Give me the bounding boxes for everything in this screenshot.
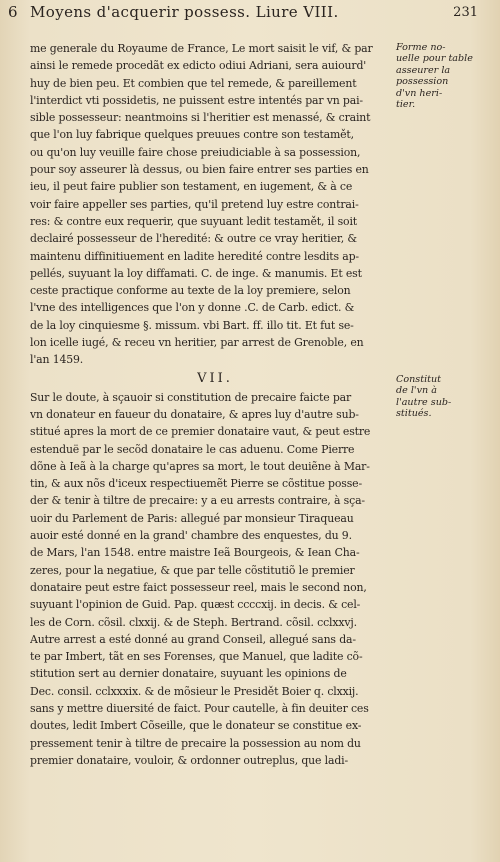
text-line: les de Corn. cõsil. clxxij. & de Steph. Bertrand. cõsil. cclxxvj. — [30, 615, 357, 629]
page-header — [8, 3, 492, 25]
text-line: Sur le doute, à sçauoir si constitution de precaire faicte par — [30, 390, 352, 404]
margin-note-line: Forme no- — [396, 42, 446, 53]
text-line: vn donateur en faueur du donataire, & apres luy d'autre sub- — [30, 407, 359, 421]
text-line: ceste practique conforme au texte de la loy premiere, selon — [30, 284, 351, 298]
margin-note-line: asseurer la — [396, 64, 451, 76]
text-line: tin, & aux nõs d'iceux respectiuemẽt Pierre se cõstitue posse- — [30, 477, 362, 491]
text-line: stitué apres la mort de ce premier donataire vaut, & peut estre — [30, 425, 371, 439]
margin-note-line: possession — [396, 76, 449, 88]
text-line: donataire peut estre faict possesseur reel, mais le second non, — [30, 580, 367, 594]
text-line: de la loy cinquiesme §. missum. vbi Bart. ff. illo tit. Et fut se- — [30, 318, 354, 332]
text-line: res: & contre eux requerir, que suyuant ledit testamět, il soit — [30, 214, 358, 228]
margin-note — [396, 42, 500, 110]
section-heading: VII. — [197, 370, 233, 386]
margin-note — [396, 374, 500, 420]
text-line: stitution sert au dernier donataire, suyuant les opinions de — [30, 667, 347, 681]
text-line: maintenu diffinitiuement en ladite heredité contre lesdits ap- — [30, 249, 359, 263]
margin-note-line: de l'vn à — [396, 385, 437, 397]
text-line: zeres, pour la negatiue, & que par telle cõstitutiõ le premier — [30, 563, 355, 577]
main-text — [30, 40, 400, 769]
text-line: sible possesseur: neantmoins si l'heritier est menassé, & craint — [30, 111, 371, 125]
text-line: voir faire appeller ses parties, qu'il pretend luy estre contrai- — [30, 197, 359, 211]
text-line: pour soy asseurer là dessus, ou bien faire entrer ses parties en — [30, 163, 369, 177]
text-line: huy de bien peu. Et combien que tel remede, & pareillement — [30, 76, 357, 90]
text-line: pellés, suyuant la loy diffamati. C. de inge. & manumis. Et est — [30, 266, 362, 280]
text-line: declairé possesseur de l'heredité: & outre ce vray heritier, & — [30, 232, 357, 246]
text-line: l'vne des intelligences que l'on y donne .C. de Carb. edict. & — [30, 301, 355, 315]
text-line: lon icelle iugé, & receu vn heritier, par arrest de Grenoble, en — [30, 336, 364, 350]
text-line: uoir du Parlement de Paris: allegué par monsieur Tiraqueau — [30, 511, 354, 525]
text-line: l'an 1459. — [30, 353, 84, 367]
margin-note-line: d'vn heri- — [396, 87, 443, 99]
text-line: pressement tenir à tiltre de precaire la possession au nom du — [30, 736, 361, 750]
text-line: de Mars, l'an 1548. entre maistre Ieã Bourgeois, & Iean Cha- — [30, 546, 360, 560]
text-line: que l'on luy fabrique quelques preuues contre son testamět, — [30, 128, 354, 142]
text-line: suyuant l'opinion de Guid. Pap. quæst ccccxij. in decis. & cel- — [30, 598, 361, 612]
text-line: auoir esté donné en la grand' chambre des enquestes, du 9. — [30, 529, 352, 543]
text-line: Dec. consil. cclxxxix. & de mõsieur le Presidět Boier q. clxxij. — [30, 684, 359, 698]
text-line: te par Imbert, tãt en ses Forenses, que Manuel, que ladite cõ- — [30, 650, 363, 664]
page-number: 231 — [453, 5, 478, 20]
running-head: Moyens d'acquerir possess. Liure VIII. — [30, 3, 339, 21]
text-line: estenduë par le secõd donataire le cas aduenu. Come Pierre — [30, 442, 355, 456]
text-line: ou qu'on luy veuille faire chose preiudiciable à sa possession, — [30, 145, 361, 159]
text-line: ieu, il peut faire publier son testament, en iugement, & à ce — [30, 180, 353, 194]
margin-note-line: Constitut — [396, 374, 442, 385]
margin-note-line: stitués. — [396, 408, 432, 420]
margin-note-line: l'autre sub- — [396, 396, 452, 408]
folio-number: 6 — [8, 3, 18, 21]
text-line: premier donataire, vouloir, & ordonner outreplus, que ladi- — [30, 753, 349, 767]
text-line: me generale du Royaume de France, Le mort saisit le vif, & par — [30, 42, 373, 55]
text-line: Autre arrest a esté donné au grand Conseil, allegué sans da- — [30, 632, 356, 646]
margin-note-line: uelle pour table — [396, 53, 473, 65]
text-line: sans y mettre diuersité de faict. Pour cautelle, à fin deuiter ces — [30, 701, 369, 715]
text-line: l'interdict vti possidetis, ne puissent estre intentés par vn pai- — [30, 93, 363, 107]
text-line: dõne à Ieã à la charge qu'apres sa mort, le tout deuiẽne à Mar- — [30, 459, 370, 473]
text-line: doutes, ledit Imbert Cõseille, que le donateur se constitue ex- — [30, 719, 362, 733]
margin-note-line: tier. — [396, 99, 416, 111]
text-line: ainsi le remede procedãt ex edicto odiui Adriani, sera auiourd' — [30, 59, 367, 73]
text-line: der & tenir à tiltre de precaire: y a eu arrests contraire, à sça- — [30, 494, 365, 508]
